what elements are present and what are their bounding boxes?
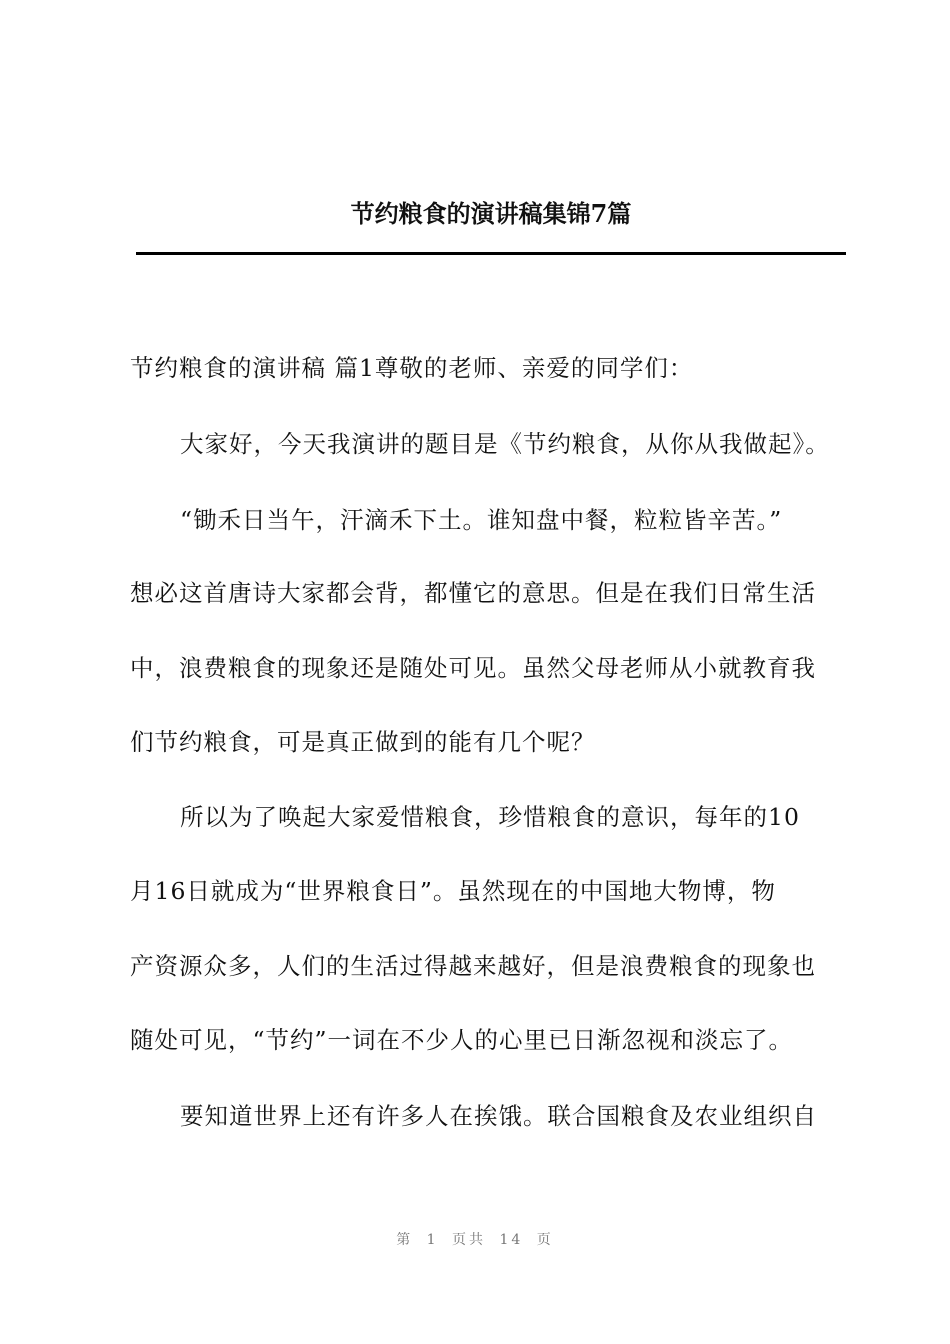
title-underline [136, 252, 846, 255]
body-line: 们节约粮食，可是真正做到的能有几个呢？ [130, 728, 596, 756]
document-title: 节约粮食的演讲稿集锦7篇 [350, 199, 632, 228]
body-line: 中，浪费粮食的现象还是随处可见。虽然父母老师从小就教育我 [130, 654, 816, 682]
body-line: 月16日就成为“世界粮食日”。虽然现在的中国地大物博，物 [130, 877, 776, 905]
body-line: 节约粮食的演讲稿 篇1尊敬的老师、亲爱的同学们： [130, 354, 694, 382]
body-line: “锄禾日当午，汗滴禾下土。谁知盘中餐，粒粒皆辛苦。” [180, 506, 783, 534]
body-line: 随处可见，“节约”一词在不少人的心里已日渐忽视和淡忘了。 [130, 1026, 794, 1054]
body-line: 大家好，今天我演讲的题目是《节约粮食，从你从我做起》。 [180, 430, 830, 458]
body-line: 要知道世界上还有许多人在挨饿。联合国粮食及农业组织自 [180, 1102, 817, 1130]
body-line: 想必这首唐诗大家都会背，都懂它的意思。但是在我们日常生活 [130, 579, 816, 607]
body-line: 所以为了唤起大家爱惜粮食，珍惜粮食的意识，每年的10 [180, 803, 800, 831]
body-line: 产资源众多，人们的生活过得越来越好，但是浪费粮食的现象也 [130, 952, 816, 980]
page-number: 第 1 页共 14 页 [396, 1232, 554, 1248]
